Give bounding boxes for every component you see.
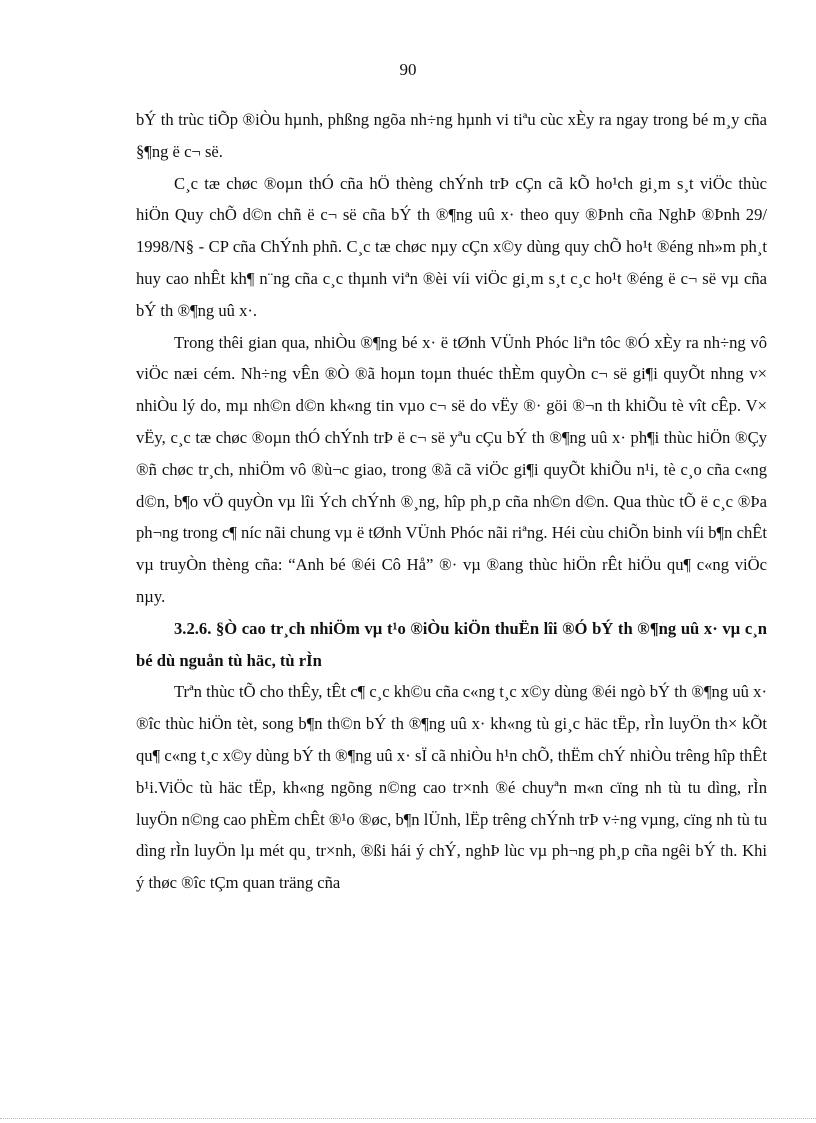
page-number: 90	[399, 60, 417, 79]
paragraph-self-study: Trªn thùc tÕ cho thÊy, tÊt c¶ c¸c kh©u cña c«ng t¸c x©y dùng ®éi ngò bÝ th ®¶ng uû x· ®îc thùc hiÖn tèt, song b¶n th©n bÝ th ®¶ng uû x· kh«ng tù gi¸c häc tËp, rÌn luyÖn th× kÕt qu¶ c«ng t¸c x©y dùng bÝ th ®¶ng uû x· sÏ cã nhiÒu h¹n chÕ, thËm chÝ nhiÒu trêng hîp thÊt b¹i.ViÖc tù häc tËp, kh«ng ngõng n©ng cao tr×nh ®é chuyªn m«n cïng nh tù tu dìng, rÌn luyÖn n©ng cao phÈm chÊt ®¹o ®øc, b¶n lÜnh, lËp trêng chÝnh trÞ v÷ng vµng, cïng nh tù tu dìng rÌn luyÖn lµ mét qu¸ tr×nh, ®ßi hái ý chÝ, nghÞ lùc vµ ph¬ng ph¸p cña ngêi bÝ th. Khi ý thøc ®îc tÇm quan träng cña	[136, 682, 767, 893]
paragraph-continued: bÝ th trùc tiÕp ®iÒu hµnh, phßng ngõa nh÷ng hµnh vi tiªu cùc xÈy ra ngay trong bé m¸y cña §¶ng ë c¬ së.	[136, 110, 767, 161]
document-body	[136, 104, 767, 899]
page-bottom-divider	[0, 1118, 816, 1119]
section-heading-3-2-6: 3.2.6. §Ò cao tr¸ch nhiÖm vµ t¹o ®iÒu kiÖn thuËn lîi ®Ó bÝ th ®¶ng uû x· vµ c¸n bé dù nguån tù häc, tù rÌn	[136, 618, 767, 670]
paragraph-oversight-organizations: C¸c tæ chøc ®oµn thÓ cña hÖ thèng chÝnh trÞ cÇn cã kÕ ho¹ch gi¸m s¸t viÖc thùc hiÖn Quy chÕ d©n chñ ë c¬ së cña bÝ th ®¶ng uû x· theo quy ®Þnh cña NghÞ ®Þnh 29/ 1998/N§ - CP cña ChÝnh phñ. C¸c tæ chøc nµy cÇn x©y dùng quy chÕ ho¹t ®éng nh»m ph¸t huy cao nhÊt kh¶ n¨ng cña c¸c thµnh viªn ®èi víi viÖc gi¸m s¸t c¸c ho¹t ®éng ë c¬ së vµ cña bÝ th ®¶ng uû x·.	[136, 173, 767, 320]
paragraph-vinh-phuc-cases: Trong thêi gian qua, nhiÒu ®¶ng bé x· ë tØnh VÜnh Phóc liªn tôc ®Ó xÈy ra nh÷ng vô viÖc næi cém. Nh÷ng vÊn ®Ò ®ã hoµn toµn thuéc thÈm quyÒn c¬ së gi¶i quyÕt nhng v× nhiÒu lý do, mµ nh©n d©n kh«ng tin vµo c¬ së do vËy ®· göi ®¬n th khiÕu tè vît cÊp. V× vËy, c¸c tæ chøc ®oµn thÓ chÝnh trÞ ë c¬ së yªu cÇu bÝ th ®¶ng uû x· ph¶i thùc hiÖn ®Çy ®ñ chøc tr¸ch, nhiÖm vô ®ù¬c giao, trong ®ã cã viÖc gi¶i quyÕt khiÕu n¹i, tè c¸o cña c«ng d©n, b¶o vÖ quyÒn vµ lîi Ých chÝnh ®¸ng, hîp ph¸p cña nh©n d©n. Qua thùc tÕ ë c¸c ®Þa ph¬ng trong c¶ níc nãi chung vµ ë tØnh VÜnh Phóc nãi riªng. Héi cùu chiÕn binh víi b¶n chÊt vµ truyÒn thèng cña: “Anh bé ®éi Cô Hå” ®· vµ ®ang thùc hiÖn rÊt hiÖu qu¶ c«ng viÖc nµy.	[136, 332, 767, 606]
